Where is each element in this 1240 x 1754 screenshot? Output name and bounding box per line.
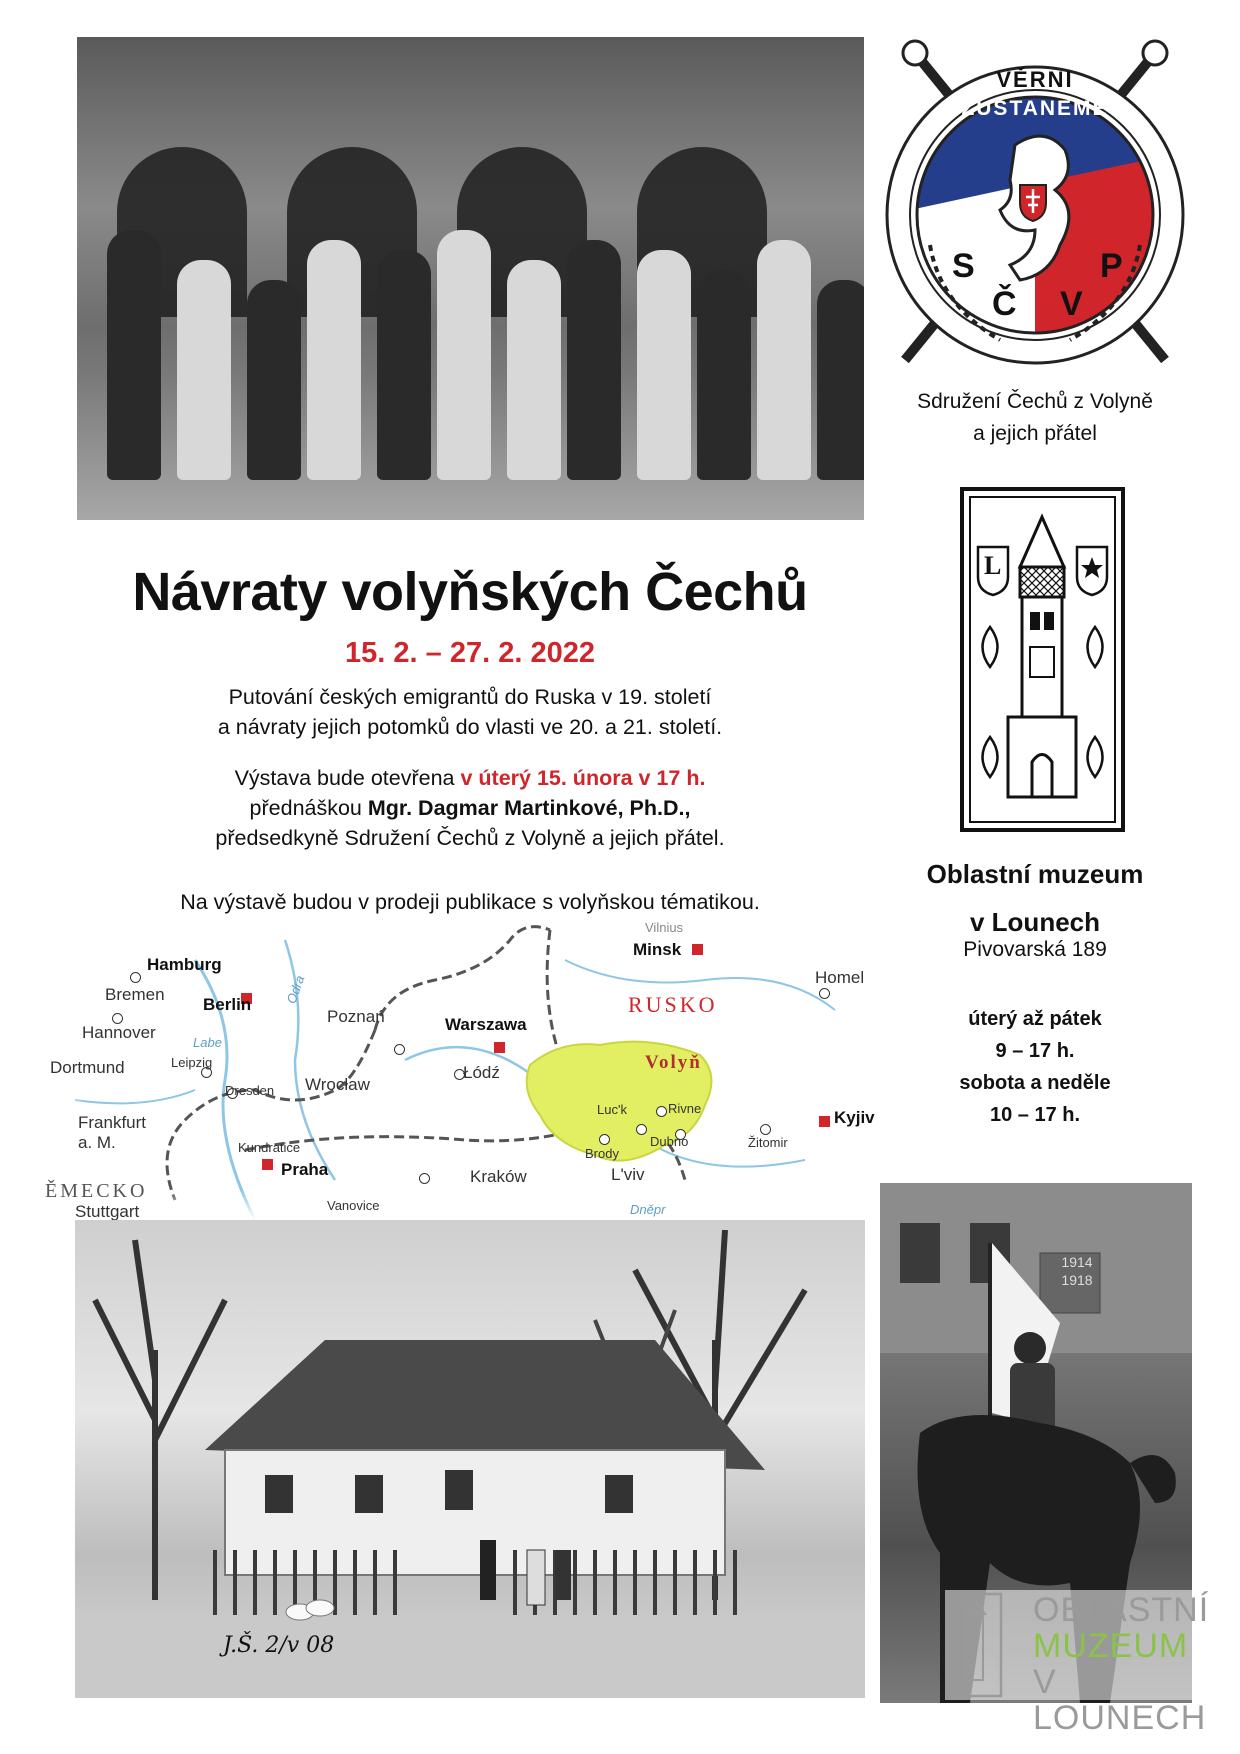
museum-address: Pivovarská 189 — [963, 938, 1107, 961]
map-city-kundratice: Kundratice — [238, 1140, 301, 1155]
map-river-labe: Labe — [193, 1035, 222, 1050]
association-name: Sdružení Čechů z Volyně a jejich přátel — [917, 390, 1153, 445]
map-city-berlin: Berlin — [203, 995, 252, 1014]
exhibition-subtitle: Putování českých emigrantů do Ruska v 19. století a návraty jejich potomků do vlasti ve 20. a 21. století. — [217, 685, 723, 739]
museum-logo-line3: V LOUNECH — [1033, 1663, 1207, 1737]
photo-handwritten-note: J.Š. 2/v 08 — [223, 1633, 335, 1658]
exhibition-dates: 15. 2. – 27. 2. 2022 — [345, 637, 595, 669]
opening-hours: úterý až pátek 9 – 17 h. sobota a neděle 10 – 17 h. — [959, 1008, 1111, 1126]
logo-letter-p: P — [1100, 247, 1123, 285]
map-city-krakow: Kraków — [470, 1167, 527, 1186]
museum-logo-line1: OBLASTNÍ — [1033, 1591, 1210, 1629]
logo-letter-s: S — [952, 247, 975, 285]
map-city-poznan: Poznań — [327, 1007, 385, 1026]
map-city-hamburg: Hamburg — [147, 955, 222, 974]
map-city-warszawa: Warszawa — [445, 1015, 527, 1034]
map-river-dnepr: Dněpr — [630, 1202, 666, 1217]
europe-map — [45, 920, 885, 1220]
map-city-homel: Homel — [815, 968, 865, 987]
map-city-lviv: L'viv — [611, 1165, 645, 1184]
map-city-brody: Brody — [585, 1146, 619, 1161]
museum-name: Oblastní muzeum v Lounech — [926, 859, 1144, 937]
map-label-rusko: RUSKO — [628, 992, 718, 1017]
procession-photo — [77, 37, 864, 520]
map-city-kyjiv: Kyjiv — [834, 1108, 875, 1127]
map-city-dubno: Dubno — [650, 1134, 689, 1149]
exhibition-title: Návraty volyňských Čechů — [132, 562, 808, 622]
map-city-zitomir: Žitomir — [748, 1135, 788, 1150]
lecturer-name: Mgr. Dagmar Martinkové, Ph.D., — [367, 796, 691, 820]
map-city-stuttgart: Stuttgart — [75, 1202, 140, 1220]
map-city-lodz: Łódź — [463, 1063, 500, 1082]
crest-letter-l: L — [984, 551, 1002, 580]
louny-crest — [960, 487, 1125, 832]
map-city-luck: Luc'k — [597, 1102, 627, 1117]
map-city-dortmund: Dortmund — [50, 1058, 125, 1077]
map-label-volyn: Volyň — [645, 1052, 702, 1073]
map-city-am: a. M. — [78, 1133, 116, 1152]
map-city-vilnius: Vilnius — [645, 920, 684, 935]
opening-info: Výstava bude otevřena v úterý 15. února v 17 h. přednáškou Mgr. Dagmar Martinkové, Ph.D., předsedkyně Sdružení Čechů z Volyně a jejich přátel. — [215, 766, 725, 850]
museum-logo-line2: MUZEUM — [1033, 1627, 1189, 1665]
village-house-photo — [75, 1220, 865, 1698]
logo-mid-text: ZŮSTANEME — [961, 97, 1109, 120]
logo-top-text: VĚRNI — [996, 67, 1074, 92]
map-city-leipzig: Leipzig — [171, 1055, 213, 1070]
logo-letter-c: Č — [992, 285, 1017, 323]
map-label-nemecko: ĚMECKO — [45, 1180, 148, 1202]
map-city-bremen: Bremen — [105, 985, 165, 1004]
map-city-minsk: Minsk — [633, 940, 682, 959]
photo-plaque: 1914 1918 — [1061, 1254, 1093, 1288]
logo-letter-v: V — [1060, 285, 1083, 323]
map-city-wroclaw: Wrocław — [305, 1075, 370, 1094]
map-city-dresden: Dresden — [225, 1083, 275, 1098]
map-city-vanovice: Vanovice — [327, 1198, 380, 1213]
map-river-odra: Odra — [283, 973, 308, 1006]
museum-logo — [945, 1590, 1210, 1737]
map-city-hannover: Hannover — [82, 1023, 156, 1042]
map-city-frankfurt: Frankfurt — [78, 1113, 147, 1132]
map-city-rivne: Rivne — [668, 1101, 702, 1116]
map-city-praha: Praha — [281, 1160, 329, 1179]
association-logo — [880, 35, 1190, 375]
opening-datetime: v úterý 15. února v 17 h. — [460, 766, 706, 790]
sale-note: Na výstavě budou v prodeji publikace s volyňskou tématikou. — [180, 890, 760, 914]
